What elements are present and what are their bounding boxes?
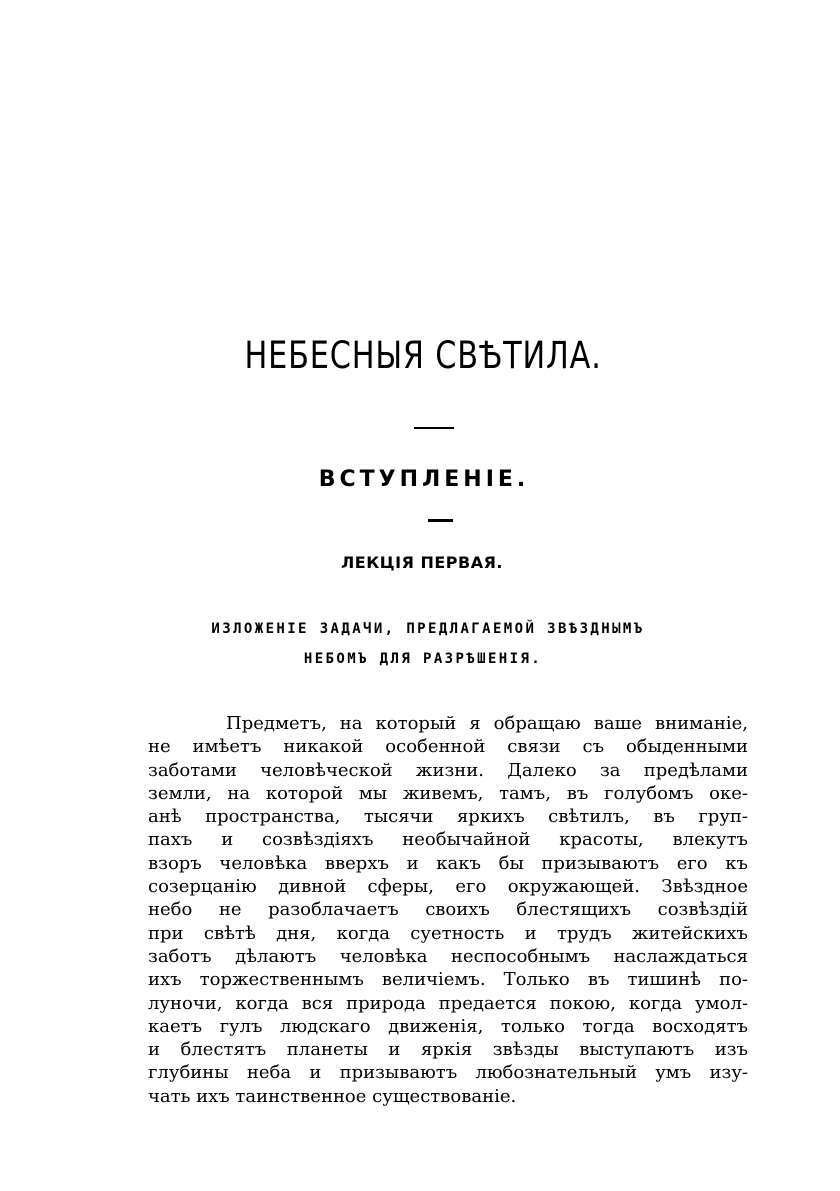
lecture-title: ЛЕКЦІЯ ПЕРВАЯ. xyxy=(340,553,503,572)
body-line: заботъ дѣлаютъ человѣка неспособнымъ наслаждаться xyxy=(148,945,748,967)
body-line: каетъ гулъ людскаго движенія, только тогда восходятъ xyxy=(148,1015,748,1037)
body-line: луночи, когда вся природа предается покою, когда умол- xyxy=(148,992,748,1014)
body-line: не имѣетъ никакой особенной связи съ обыденными xyxy=(148,736,748,758)
body-line: взоръ человѣка вверхъ и какъ бы призываютъ его къ xyxy=(148,852,748,874)
body-line: ихъ торжественнымъ величіемъ. Только въ тишинѣ по- xyxy=(148,969,748,991)
body-line: при свѣтѣ дня, когда суетность и трудъ житейскихъ xyxy=(148,922,748,944)
body-line: Предметъ, на который я обращаю ваше вниманіе, xyxy=(174,713,748,734)
body-line: созерцанію дивной сферы, его окружающей. Звѣздное xyxy=(148,876,748,898)
body-line: анѣ пространства, тысячи яркихъ свѣтилъ, въ груп- xyxy=(148,806,748,828)
body-line: и блестятъ планеты и яркія звѣзды выступаютъ изъ xyxy=(148,1039,748,1061)
body-line: небо не разоблачаетъ своихъ блестящихъ созвѣздій xyxy=(148,899,748,921)
subtitle-line: ИЗЛОЖЕНІЕ ЗАДАЧИ, ПРЕДЛАГАЕМОЙ ЗВѢЗДНЫМЪ xyxy=(211,621,645,637)
subtitle-line: НЕБОМЪ ДЛЯ РАЗРѢШЕНІЯ. xyxy=(303,651,543,667)
section-divider xyxy=(428,519,453,522)
body-line: глубины неба и призываютъ любознательный умъ изу- xyxy=(148,1062,748,1084)
body-line: чать ихъ таинственное существованіе. xyxy=(148,1085,517,1107)
section-heading: ВСТУПЛЕНІЕ. xyxy=(318,467,530,492)
body-line: земли, на которой мы живемъ, тамъ, въ голубомъ оке- xyxy=(148,782,748,804)
page-title: НЕБЕСНЫЯ СВѢТИЛА. xyxy=(244,334,602,377)
body-line: пахъ и созвѣздіяхъ необычайной красоты, влекутъ xyxy=(148,829,748,851)
body-paragraph xyxy=(148,712,748,1108)
title-divider xyxy=(414,427,454,429)
body-line: заботами человѣческой жизни. Далеко за предѣлами xyxy=(148,759,748,781)
